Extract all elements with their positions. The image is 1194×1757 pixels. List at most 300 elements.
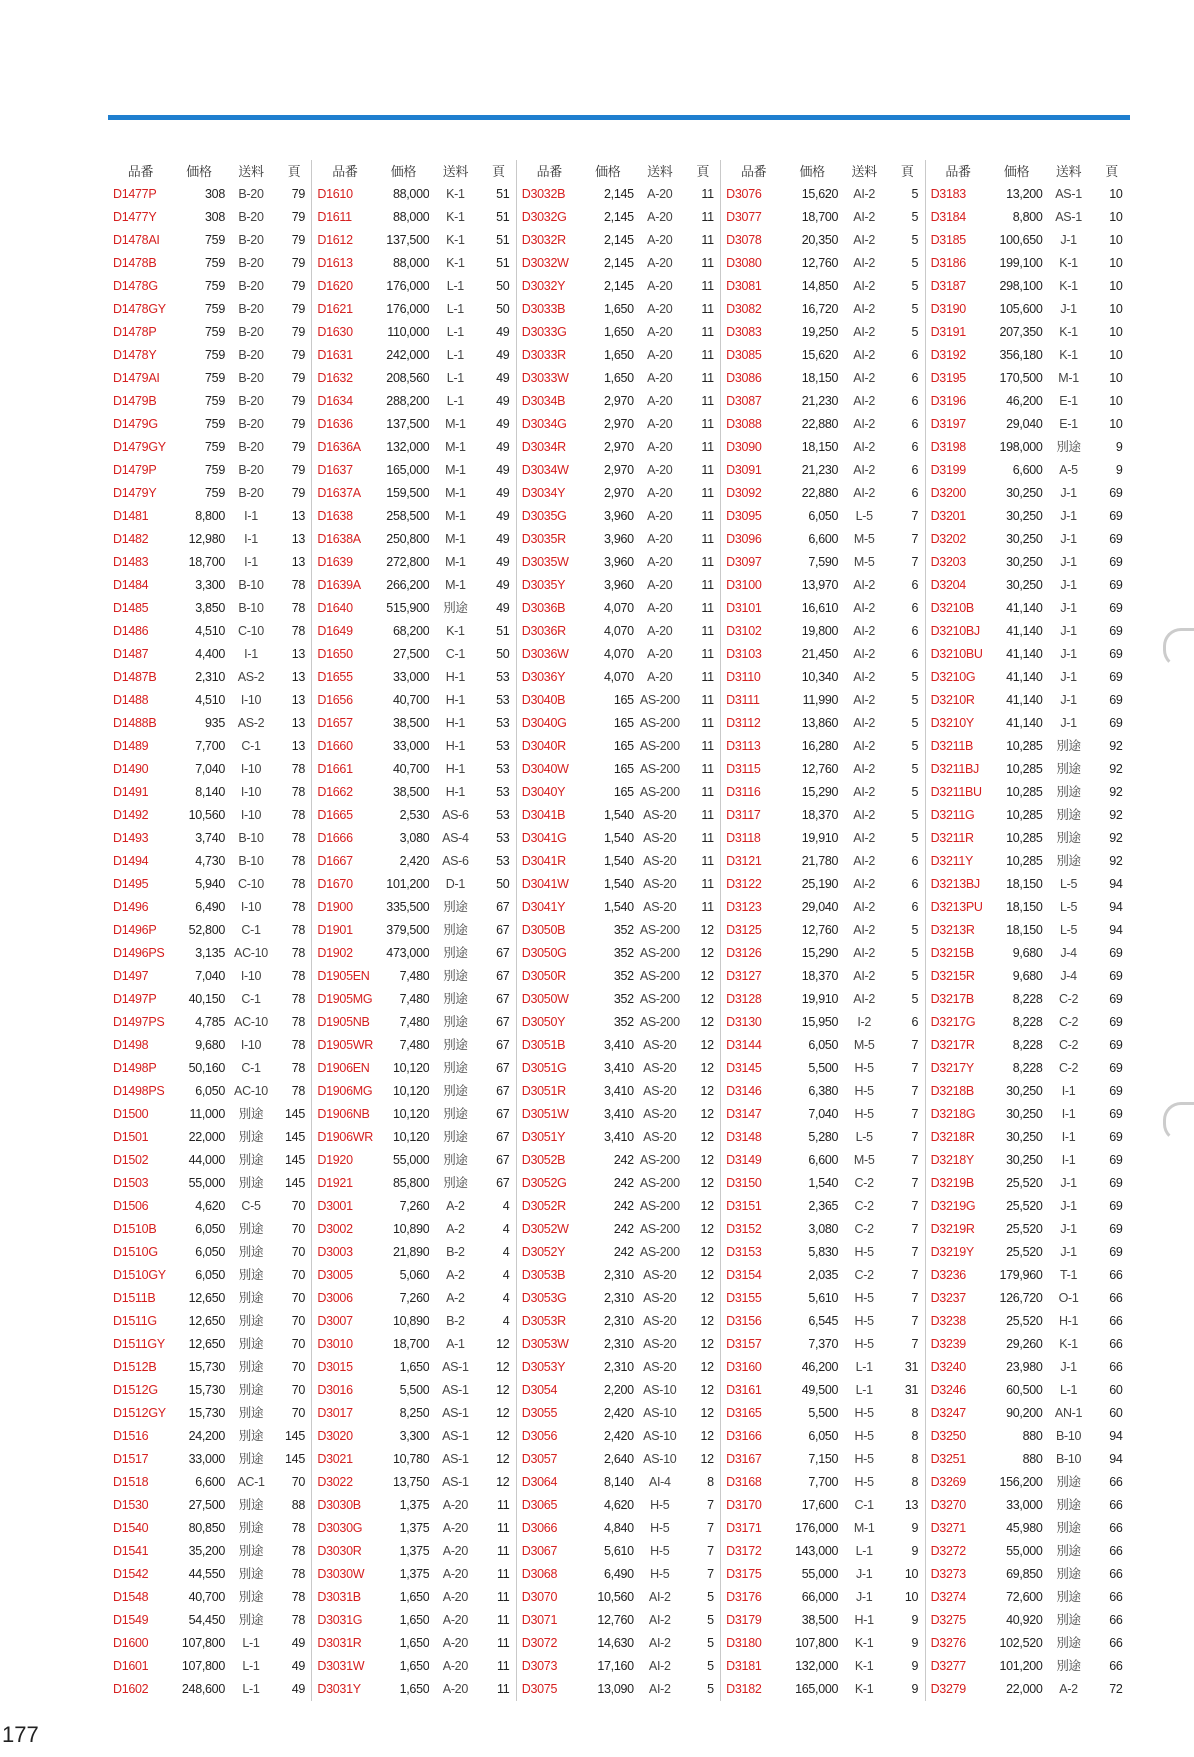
price: 107,800	[795, 1636, 839, 1650]
product-code: D3153	[726, 1245, 762, 1259]
shipping-code: C-2	[1058, 1015, 1079, 1029]
page-ref: 11	[701, 762, 714, 776]
shipping-code: 別途	[238, 1429, 264, 1443]
shipping-code: AS-1	[442, 1452, 469, 1466]
page-ref: 49	[496, 348, 510, 362]
shipping-code: A-20	[647, 670, 673, 684]
header-code: 品番	[332, 164, 358, 179]
price: 7,480	[399, 992, 430, 1006]
table-row	[926, 436, 1130, 459]
product-code: D3035R	[521, 532, 566, 546]
shipping-code: AI-2	[853, 624, 876, 638]
page-ref: 7	[707, 1498, 714, 1512]
page-ref: 69	[1109, 601, 1123, 615]
page-ref: 145	[285, 1153, 305, 1167]
shipping-code: H-1	[1058, 1314, 1079, 1328]
price: 3,410	[604, 1084, 634, 1098]
product-code: D1549	[113, 1613, 149, 1627]
table-row	[721, 919, 924, 942]
table-row	[108, 712, 311, 735]
price: 29,040	[801, 900, 839, 914]
shipping-code: AI-2	[853, 923, 876, 937]
table-row	[312, 781, 515, 804]
price: 4,730	[195, 854, 225, 868]
shipping-code: J-1	[1060, 1360, 1077, 1374]
product-code: D3032B	[521, 187, 566, 201]
shipping-code: AI-2	[853, 716, 876, 730]
table-row	[721, 1241, 924, 1264]
shipping-code: A-20	[647, 187, 673, 201]
product-code: D3001	[317, 1199, 353, 1213]
table-row	[517, 735, 720, 758]
page-ref: 11	[701, 210, 714, 224]
page-ref: 79	[291, 348, 305, 362]
product-code: D1905WR	[317, 1038, 373, 1052]
price: 55,000	[801, 1567, 839, 1581]
table-row	[721, 528, 924, 551]
price: 352	[613, 969, 634, 983]
price: 12,650	[188, 1291, 225, 1305]
product-code: D3073	[521, 1659, 558, 1673]
page-ref: 11	[701, 693, 714, 707]
page-ref: 67	[496, 1038, 510, 1052]
shipping-code: 別途	[1056, 440, 1081, 454]
page-ref: 10	[1109, 325, 1123, 339]
page-ref: 66	[1109, 1291, 1123, 1305]
product-code: D3088	[726, 417, 762, 431]
product-code: D3170	[726, 1498, 762, 1512]
shipping-code: C-2	[854, 1199, 874, 1213]
product-code: D3066	[521, 1521, 558, 1535]
table-row	[926, 1425, 1130, 1448]
price: 8,228	[1012, 1061, 1043, 1075]
price: 4,620	[195, 1199, 225, 1213]
page-ref: 53	[496, 739, 510, 753]
price: 242	[613, 1176, 634, 1190]
product-code: D1900	[317, 900, 353, 914]
table-row	[108, 252, 311, 275]
shipping-code: I-10	[240, 785, 262, 799]
table-row	[721, 1402, 924, 1425]
shipping-code: H-1	[854, 1613, 874, 1627]
shipping-code: L-1	[855, 1383, 873, 1397]
table-row	[926, 551, 1130, 574]
product-code: D1621	[317, 302, 353, 316]
price: 759	[205, 348, 225, 362]
table-row	[721, 1471, 924, 1494]
price: 14,850	[801, 279, 839, 293]
page-ref: 12	[700, 1061, 714, 1075]
price: 170,500	[999, 371, 1043, 385]
shipping-code: H-5	[854, 1107, 874, 1121]
table-row	[108, 1678, 311, 1701]
page-ref: 5	[911, 946, 919, 960]
table-row	[108, 298, 311, 321]
shipping-code: J-4	[1060, 946, 1077, 960]
page-ref: 53	[496, 670, 510, 684]
page-edge-tab	[1163, 1102, 1194, 1142]
product-code: D3181	[726, 1659, 762, 1673]
shipping-code: 別途	[238, 1406, 264, 1420]
product-code: D1512G	[113, 1383, 158, 1397]
page-ref: 69	[1109, 1107, 1123, 1121]
table-row	[312, 1586, 515, 1609]
page-ref: 78	[291, 601, 305, 615]
shipping-code: H-1	[445, 739, 466, 753]
table-row	[721, 298, 924, 321]
product-code: D3112	[726, 716, 761, 730]
price: 18,370	[801, 969, 839, 983]
product-code: D1920	[317, 1153, 353, 1167]
shipping-code: K-1	[854, 1636, 874, 1650]
page-ref: 79	[291, 440, 305, 454]
price: 2,200	[604, 1383, 634, 1397]
price: 198,000	[999, 440, 1043, 454]
table-row	[926, 712, 1130, 735]
product-code: D3033G	[521, 325, 567, 339]
price: 2,145	[604, 210, 634, 224]
product-code: D1492	[113, 808, 149, 822]
page-ref: 78	[291, 1567, 305, 1581]
shipping-code: K-1	[1059, 1337, 1078, 1351]
page-ref: 78	[291, 1061, 305, 1075]
page-ref: 66	[1109, 1360, 1123, 1374]
table-row	[312, 896, 515, 919]
price: 90,200	[1006, 1406, 1043, 1420]
table-row	[517, 367, 720, 390]
page-ref: 69	[1109, 1038, 1123, 1052]
shipping-code: 別途	[443, 601, 468, 615]
price: 16,610	[801, 601, 839, 615]
shipping-code: I-10	[240, 762, 262, 776]
page-ref: 70	[291, 1406, 305, 1420]
shipping-code: M-5	[853, 1038, 875, 1052]
price: 6,490	[195, 900, 225, 914]
table-row	[926, 1379, 1130, 1402]
table-row	[926, 183, 1130, 206]
page-ref: 5	[911, 739, 919, 753]
table-row	[721, 1448, 924, 1471]
price: 40,920	[1006, 1613, 1043, 1627]
page-ref: 31	[904, 1383, 919, 1397]
price: 2,145	[604, 187, 634, 201]
product-code: D3071	[521, 1613, 558, 1627]
shipping-code: A-20	[647, 440, 673, 454]
shipping-code: L-1	[242, 1636, 260, 1650]
table-row	[926, 1103, 1130, 1126]
table-row	[312, 1379, 515, 1402]
price: 2,310	[604, 1337, 634, 1351]
price: 5,500	[808, 1061, 839, 1075]
shipping-code: 別途	[1056, 808, 1081, 822]
product-code: D3215R	[930, 969, 975, 983]
price: 18,150	[801, 371, 839, 385]
table-row	[517, 666, 720, 689]
page-ref: 7	[911, 1061, 919, 1075]
product-code: D1506	[113, 1199, 149, 1213]
table-row	[312, 712, 515, 735]
shipping-code: B-20	[238, 256, 264, 270]
shipping-code: AI-2	[853, 440, 876, 454]
product-code: D3052Y	[521, 1245, 566, 1259]
price: 759	[205, 256, 225, 270]
page-ref: 13	[291, 670, 305, 684]
product-code: D3050G	[521, 946, 567, 960]
column-header	[517, 160, 720, 183]
shipping-code: K-1	[1059, 256, 1078, 270]
table-row	[926, 206, 1130, 229]
page-ref: 69	[1109, 716, 1123, 730]
table-row	[312, 1195, 515, 1218]
page-ref: 13	[291, 555, 305, 569]
shipping-code: AI-2	[853, 187, 876, 201]
table-row	[517, 1609, 720, 1632]
price: 21,230	[801, 394, 839, 408]
product-code: D3274	[930, 1590, 966, 1604]
shipping-code: A-20	[647, 463, 673, 477]
product-code: D1655	[317, 670, 353, 684]
price: 10,120	[392, 1084, 430, 1098]
table-row	[312, 1609, 515, 1632]
table-row	[517, 1172, 720, 1195]
table-row	[721, 804, 924, 827]
product-code: D1510G	[113, 1245, 158, 1259]
page-ref: 10	[1109, 210, 1123, 224]
page-ref: 5	[911, 187, 919, 201]
shipping-code: T-1	[1059, 1268, 1078, 1282]
price: 4,510	[195, 624, 225, 638]
page-ref: 12	[700, 1383, 714, 1397]
price: 176,000	[386, 302, 430, 316]
page-ref: 49	[291, 1682, 305, 1696]
product-code: D3151	[726, 1199, 762, 1213]
product-code: D3272	[930, 1544, 966, 1558]
product-code: D3192	[930, 348, 966, 362]
price: 10,285	[1006, 831, 1043, 845]
price: 72,600	[1006, 1590, 1043, 1604]
shipping-code: AS-200	[639, 992, 680, 1006]
price: 3,850	[195, 601, 225, 615]
table-row	[926, 229, 1130, 252]
price: 102,520	[999, 1636, 1043, 1650]
price: 8,140	[604, 1475, 634, 1489]
product-code: D3032G	[521, 210, 567, 224]
product-code: D1610	[317, 187, 353, 201]
shipping-code: A-20	[442, 1636, 468, 1650]
product-code: D3219Y	[930, 1245, 974, 1259]
price: 15,950	[801, 1015, 839, 1029]
table-row	[108, 436, 311, 459]
price: 2,420	[604, 1406, 634, 1420]
shipping-code: C-1	[241, 992, 261, 1006]
product-code: D1516	[113, 1429, 149, 1443]
shipping-code: AC-10	[234, 1084, 268, 1098]
page-ref: 70	[291, 1475, 305, 1489]
page-ref: 11	[497, 1613, 510, 1627]
shipping-code: AS-200	[639, 1176, 680, 1190]
product-code: D1500	[113, 1107, 149, 1121]
table-row	[108, 505, 311, 528]
page-ref: 53	[496, 785, 510, 799]
page-ref: 5	[707, 1590, 714, 1604]
price: 7,370	[808, 1337, 839, 1351]
table-row	[312, 1471, 515, 1494]
price: 5,060	[399, 1268, 430, 1282]
page-ref: 11	[701, 555, 714, 569]
product-code: D1498P	[113, 1061, 157, 1075]
shipping-code: AC-10	[234, 946, 268, 960]
shipping-code: J-1	[1060, 233, 1077, 247]
page-ref: 79	[291, 371, 305, 385]
page-ref: 69	[1109, 1153, 1123, 1167]
shipping-code: A-20	[647, 486, 673, 500]
table-row	[926, 873, 1130, 896]
table-row	[721, 1011, 924, 1034]
page-ref: 69	[1109, 992, 1123, 1006]
product-code: D1503	[113, 1176, 149, 1190]
table-row	[108, 1609, 311, 1632]
product-code: D1498PS	[113, 1084, 165, 1098]
page-ref: 11	[701, 463, 714, 477]
page-ref: 12	[700, 1199, 714, 1213]
table-row	[926, 1586, 1130, 1609]
shipping-code: L-5	[855, 1130, 873, 1144]
shipping-code: E-1	[1059, 394, 1078, 408]
price: 41,140	[1006, 693, 1043, 707]
price: 7,260	[399, 1199, 430, 1213]
price: 22,880	[801, 486, 839, 500]
shipping-code: K-1	[1059, 348, 1078, 362]
shipping-code: H-5	[854, 1245, 874, 1259]
shipping-code: AS-200	[639, 946, 680, 960]
shipping-code: 別途	[238, 1383, 264, 1397]
price: 1,650	[604, 348, 634, 362]
product-code: D1489	[113, 739, 149, 753]
table-row	[926, 620, 1130, 643]
product-code: D1906WR	[317, 1130, 373, 1144]
page-ref: 5	[911, 302, 919, 316]
shipping-code: C-1	[445, 647, 466, 661]
table-row	[517, 597, 720, 620]
page-ref: 7	[911, 1245, 919, 1259]
page-ref: 49	[496, 486, 510, 500]
price: 25,520	[1006, 1245, 1043, 1259]
page-ref: 8	[911, 1429, 919, 1443]
product-code: D3269	[930, 1475, 966, 1489]
table-row	[312, 1333, 515, 1356]
product-code: D1477P	[113, 187, 157, 201]
page-ref: 69	[1109, 532, 1123, 546]
shipping-code: J-1	[1060, 532, 1077, 546]
price: 1,540	[604, 808, 634, 822]
product-code: D1497PS	[113, 1015, 165, 1029]
shipping-code: B-20	[238, 394, 264, 408]
price: 55,000	[188, 1176, 225, 1190]
table-row	[926, 367, 1130, 390]
page-ref: 67	[496, 1153, 510, 1167]
price: 107,800	[181, 1659, 225, 1673]
page-ref: 5	[911, 785, 919, 799]
table-row	[312, 390, 515, 413]
table-row	[926, 804, 1130, 827]
page-ref: 53	[496, 716, 510, 730]
page-ref: 69	[1109, 1176, 1123, 1190]
product-code: D3050W	[521, 992, 569, 1006]
table-row	[721, 827, 924, 850]
page-ref: 78	[291, 1544, 305, 1558]
table-row	[108, 528, 311, 551]
product-code: D3035W	[521, 555, 569, 569]
shipping-code: J-1	[1060, 486, 1077, 500]
shipping-code: I-1	[244, 647, 258, 661]
price: 6,600	[808, 1153, 839, 1167]
shipping-code: 別途	[238, 1521, 264, 1535]
product-code: D3149	[726, 1153, 762, 1167]
table-row	[926, 1563, 1130, 1586]
price: 10,285	[1006, 785, 1043, 799]
page-ref: 12	[700, 1107, 714, 1121]
page-ref: 49	[496, 371, 510, 385]
price: 352	[613, 923, 634, 937]
product-code: D3102	[726, 624, 762, 638]
price: 199,100	[999, 256, 1043, 270]
product-code: D3179	[726, 1613, 762, 1627]
price: 4,785	[195, 1015, 225, 1029]
table-row	[926, 1241, 1130, 1264]
page-ref: 9	[911, 1521, 919, 1535]
shipping-code: AC-10	[234, 1015, 268, 1029]
shipping-code: J-1	[1060, 1199, 1077, 1213]
price: 1,540	[808, 1176, 839, 1190]
page-ref: 66	[1109, 1314, 1123, 1328]
product-code: D3017	[317, 1406, 353, 1420]
page-ref: 5	[707, 1659, 714, 1673]
table-row	[517, 758, 720, 781]
table-row	[517, 1632, 720, 1655]
shipping-code: AI-2	[853, 279, 876, 293]
price: 3,960	[604, 532, 634, 546]
price: 2,970	[604, 440, 634, 454]
page-ref: 67	[496, 1015, 510, 1029]
table-row	[721, 367, 924, 390]
table-row	[108, 597, 311, 620]
table-row	[517, 850, 720, 873]
shipping-code: C-10	[238, 877, 264, 891]
page-ref: 12	[496, 1360, 510, 1374]
page-ref: 11	[497, 1659, 510, 1673]
table-row	[312, 1517, 515, 1540]
price: 473,000	[386, 946, 430, 960]
product-code: D1479GY	[113, 440, 166, 454]
shipping-code: AI-2	[648, 1659, 671, 1673]
shipping-code: AI-2	[853, 831, 876, 845]
shipping-code: B-20	[238, 279, 264, 293]
price: 80,850	[188, 1521, 225, 1535]
column-header	[312, 160, 515, 183]
price: 759	[205, 371, 225, 385]
table-row	[517, 574, 720, 597]
table-row	[721, 1149, 924, 1172]
product-code: D3095	[726, 509, 762, 523]
shipping-code: 別途	[238, 1498, 264, 1512]
product-code: D1483	[113, 555, 149, 569]
page-ref: 66	[1109, 1590, 1123, 1604]
page-ref: 78	[291, 1038, 305, 1052]
shipping-code: AC-1	[237, 1475, 265, 1489]
shipping-code: I-1	[244, 509, 258, 523]
product-code: D3110	[726, 670, 761, 684]
product-code: D1511GY	[113, 1337, 165, 1351]
